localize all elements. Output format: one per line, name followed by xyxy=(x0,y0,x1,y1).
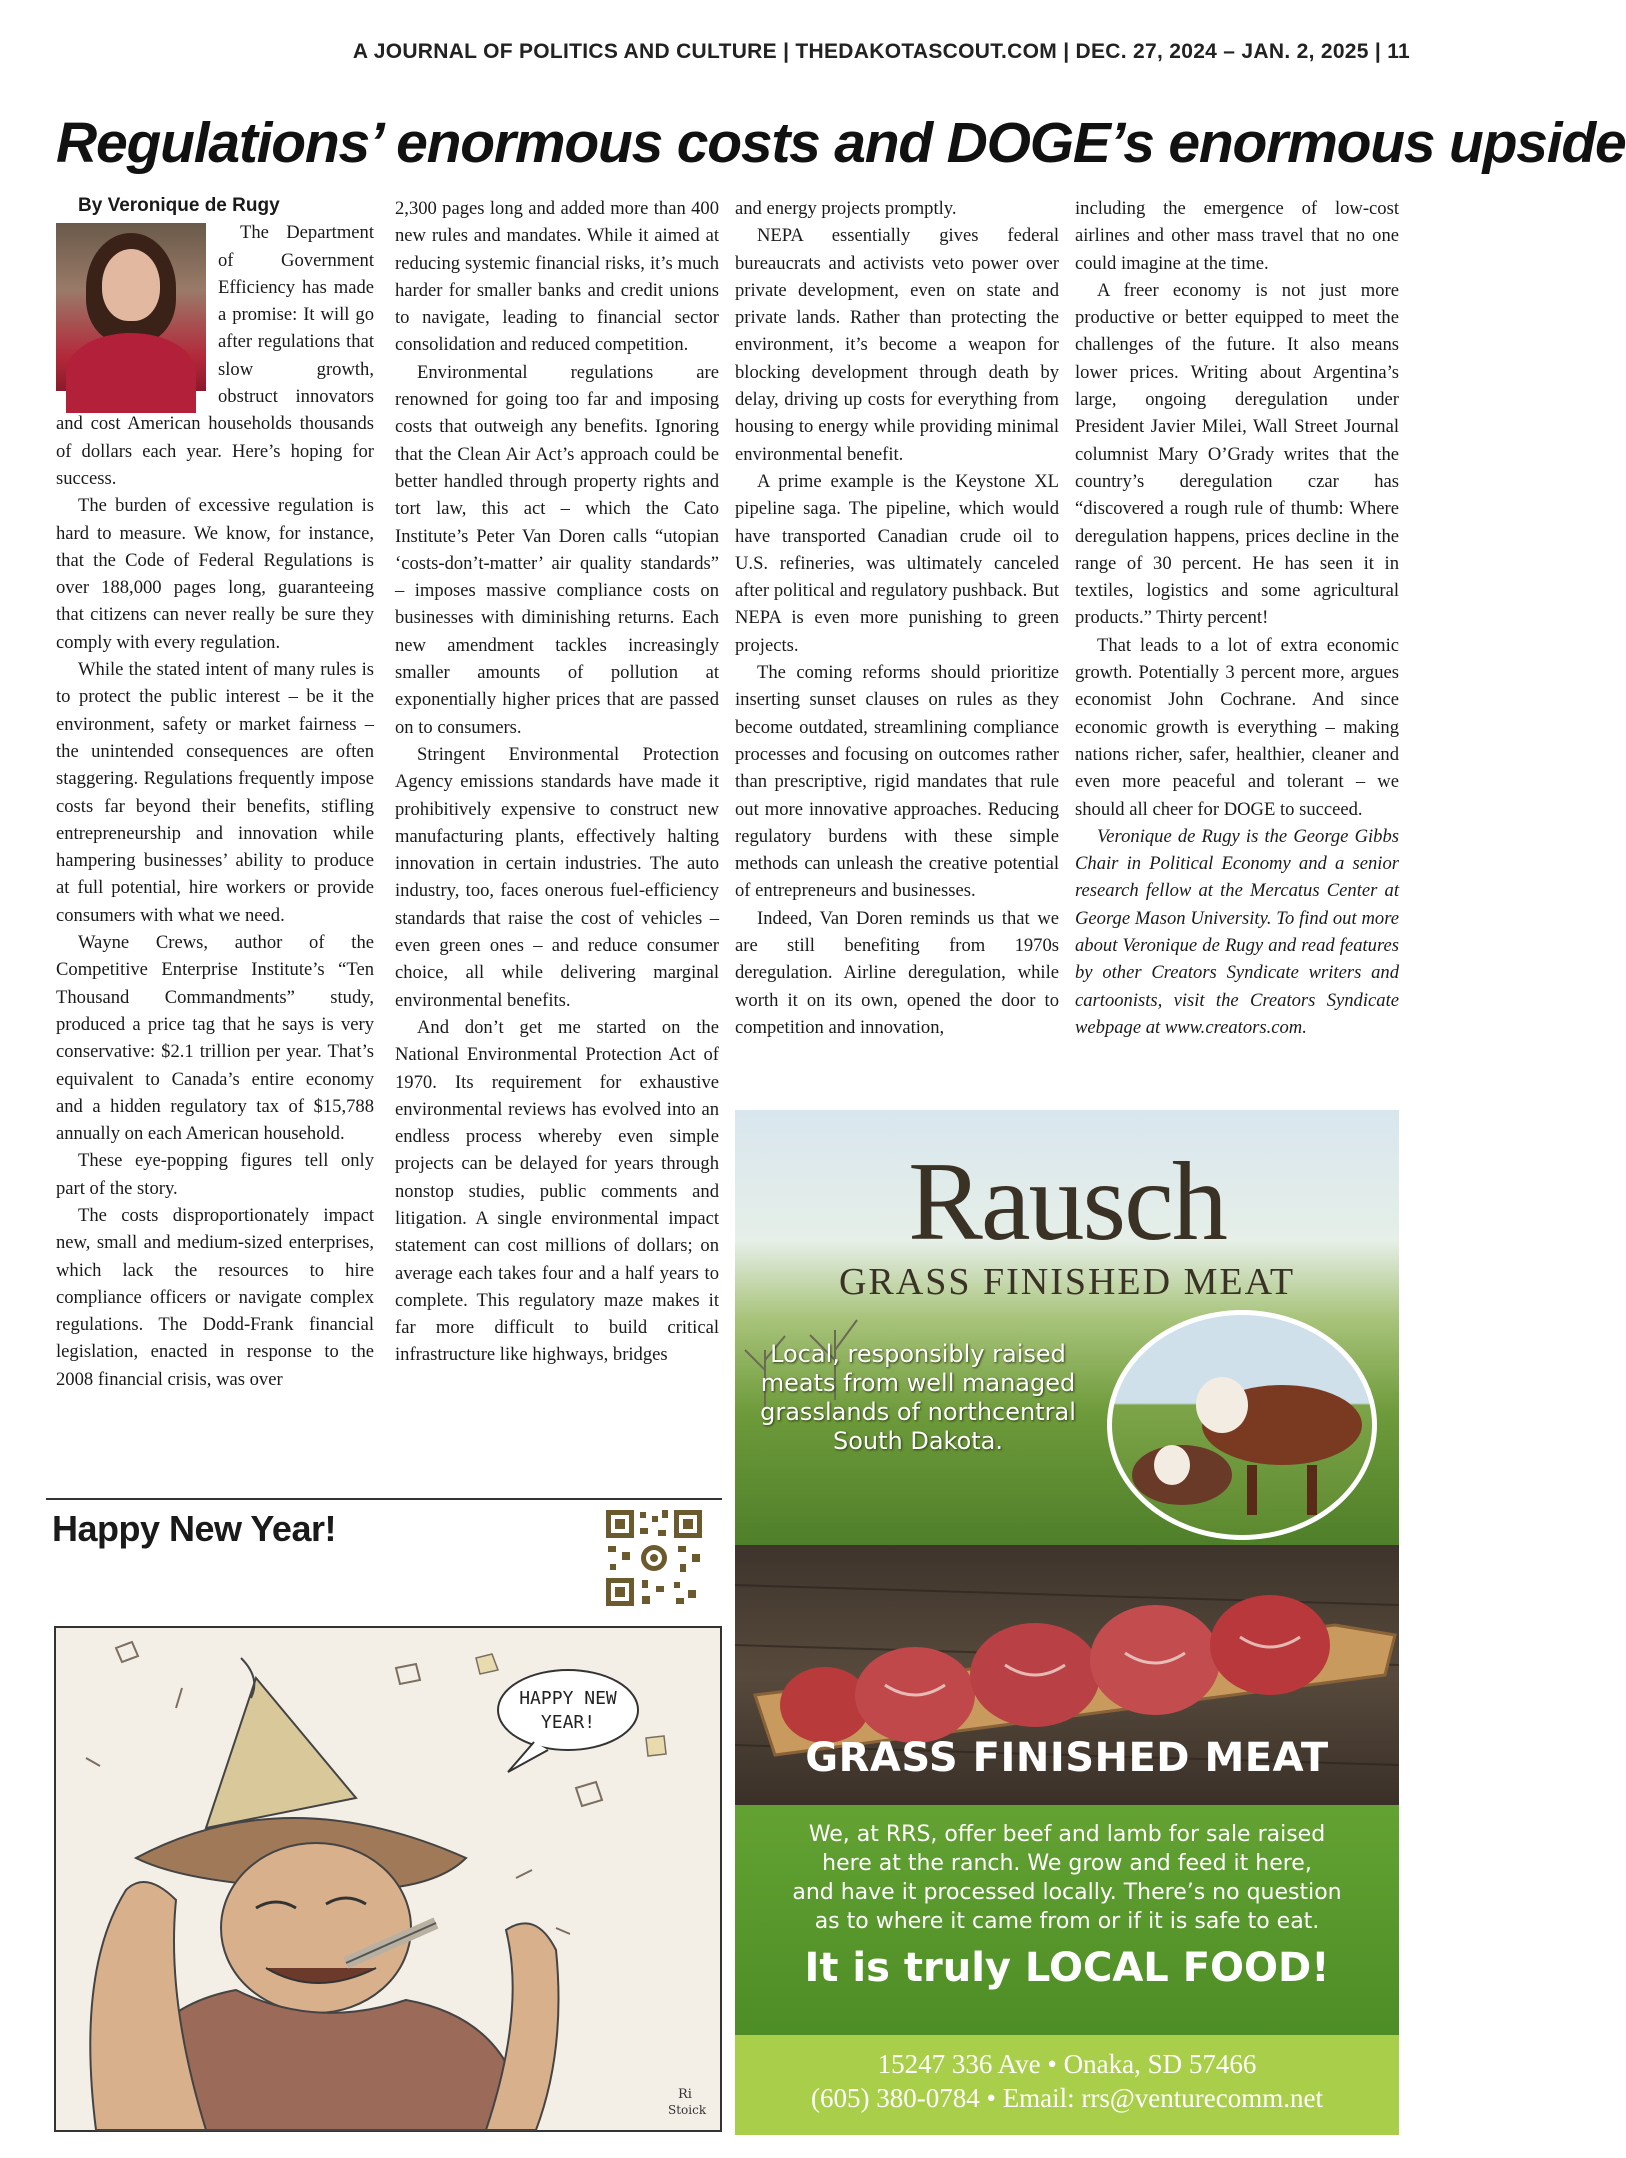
article-headline: Regulations’ enormous costs and DOGE’s enormous upside xyxy=(56,111,1626,175)
cattle-photo xyxy=(1107,1310,1377,1540)
paragraph: and energy projects promptly. xyxy=(735,198,957,219)
rausch-advertisement xyxy=(735,1110,1399,2140)
article-column-2 xyxy=(395,195,719,1369)
signature-line-2: Stoick xyxy=(668,2103,707,2117)
paragraph: That leads to a lot of extra economic growth. Potentially 3 percent more, argues economist John Cochrane. And since economic growth is everything – making nations richer, safer, healthier, cleaner and even more peaceful and tolerant – we should all cheer for DOGE to succeed. xyxy=(1075,634,1399,820)
paragraph: 2,300 pages long and added more than 400 new rules and mandates. While it aimed at reducing systemic financial risks, it’s much harder for smaller banks and credit unions to navigate, leading to financial sector consolidation and reduced competition. xyxy=(395,198,719,356)
paragraph: Environmental regulations are renowned for going too far and imposing costs that outweigh any benefits. Ignoring that the Clean Air Act’s approach could be better handled through property rights and tort law, this act – which the Cato Institute’s Peter Van Doren calls “utopian ‘costs-don’t-matter’ air quality standards” – imposes massive compliance costs on businesses with diminishing returns. Each new amendment tackles increasingly smaller amounts of pollution at exponentially higher prices that are passed on to consumers. xyxy=(395,361,719,738)
ad-local-text xyxy=(753,1340,1083,1456)
ad-body-text xyxy=(735,1820,1399,1936)
cartoon-title: Happy New Year! xyxy=(52,1508,336,1549)
paragraph: While the stated intent of many rules is to protect the public interest – be it the environment, safety or market fairness – the unintended consequences are often staggering. Regulations frequently impose costs far beyond their benefits, stifling entrepreneurship and innovation while hampering businesses’ ability to produce at full potential, hire workers or provide consumers with what we need. xyxy=(56,659,374,926)
ad-body-line: and have it processed locally. There’s no question xyxy=(792,1880,1342,1905)
paragraph: Stringent Environmental Protection Agency emissions standards have made it prohibitively expensive to construct new manufacturing plants, effectively halting innovation in certain industries. The auto industry, too, faces onerous fuel-efficiency standards that raise the cost of vehicles – even green ones – and reduce consumer choice, all while delivering marginal environmental benefits. xyxy=(395,743,719,1011)
paragraph: A freer economy is not just more productive or better equipped to meet the challenges of the future. It also means lower prices. Writing about Argentina’s large, ongoing deregulation under President Javier Milei, Wall Street Journal columnist Mary O’Grady writes that the country’s deregulation czar has “discovered a rough rule of thumb: Where deregulation happens, prices decline in the range of 30 percent. He has seen it in textiles, logistics and some agricultural products.” Thirty percent! xyxy=(1075,279,1399,629)
ad-local-line: meats from well managed xyxy=(760,1369,1076,1397)
paragraph: And don’t get me started on the National Environmental Protection Act of 1970. Its requirement for exhaustive environmental reviews has evolved into an endless process whereby even simple projects can be delayed for years through nonstop studies, public comments and litigation. A single environmental impact statement can cost millions of dollars; on average each takes four and a half years to complete. This regulatory maze makes it far more difficult to build critical infrastructure like highways, bridges xyxy=(395,1016,719,1366)
ad-subtitle: GRASS FINISHED MEAT xyxy=(838,1261,1296,1303)
cartoon-section xyxy=(46,1498,722,2128)
ad-contact-block xyxy=(735,2035,1399,2135)
paragraph: Indeed, Van Doren reminds us that we are still benefiting from 1970s deregulation. Airline deregulation, while worth it on its own, opened the door to competition and innovation, xyxy=(735,907,1059,1038)
paragraph: The Department of Government Efficiency has made a promise: It will go after regulations that slow growth, obstruct innovators and cost American households thousands of dollars each year. Here’s hoping for success. xyxy=(56,222,374,489)
paragraph: A prime example is the Keystone XL pipeline saga. The pipeline, which would have transported Canadian crude oil to U.S. refineries, was ultimately canceled after political and regulatory pushback. But NEPA is even more punishing to green projects. xyxy=(735,470,1059,656)
speech-line-1: HAPPY NEW xyxy=(519,1688,617,1709)
paragraph: NEPA essentially gives federal bureaucrats and activists veto power over private development, even on state and private lands. Rather than protecting the environment, it’s become a weapon for blocking development through death by delay, driving up costs for everything from housing to energy while providing minimal environmental benefit. xyxy=(735,225,1059,465)
byline: By Veronique de Rugy xyxy=(78,195,280,216)
paragraph: Wayne Crews, author of the Competitive Enterprise Institute’s “Ten Thousand Commandments” study, produced a price tag that he says is very conservative: $2.1 trillion per year. That’s equivalent to Canada’s entire economy and a hidden regulatory tax of $15,788 annually on each American household. xyxy=(56,932,374,1145)
paragraph: These eye-popping figures tell only part of the story. xyxy=(56,1150,374,1199)
ad-phone-email: (605) 380-0784 • Email: rrs@venturecomm.net xyxy=(811,2083,1323,2113)
ad-body-line: We, at RRS, offer beef and lamb for sale raised xyxy=(808,1822,1326,1847)
article-column-4 xyxy=(1075,195,1399,1041)
paragraph: The coming reforms should prioritize inserting sunset clauses on rules as they become outdated, streamlining compliance processes and focusing on outcomes rather than prescriptive, rigid mandates that rule out more innovative approaches. Reducing regulatory burdens with these simple methods can unleash the creative potential of entrepreneurs and businesses. xyxy=(735,662,1059,902)
cartoon-image xyxy=(54,1626,722,2132)
author-photo xyxy=(56,223,206,391)
ad-local-line: South Dakota. xyxy=(832,1427,1004,1455)
paragraph: including the emergence of low-cost airlines and other mass travel that no one could imagine at the time. xyxy=(1075,198,1399,274)
article-column-1 xyxy=(56,192,374,1393)
paragraph: The burden of excessive regulation is hard to measure. We know, for instance, that the Code of Federal Regulations is over 188,000 pages long, guaranteeing that citizens can never really be sure they comply with every regulation. xyxy=(56,495,374,653)
paragraph: The costs disproportionately impact new, small and medium-sized enterprises, which lack the resources to hire compliance officers or navigate complex regulations. The Dodd-Frank financial legislation, enacted in response to the 2008 financial crisis, was over xyxy=(56,1204,374,1390)
speech-line-2: YEAR! xyxy=(540,1712,596,1733)
ad-body-line: as to where it came from or if it is safe to eat. xyxy=(814,1909,1320,1934)
page-header: A JOURNAL OF POLITICS AND CULTURE | THEDAKOTASCOUT.COM | DEC. 27, 2024 – JAN. 2, 2025 | 11 xyxy=(352,40,1410,63)
article-column-3 xyxy=(735,195,1059,1041)
ad-headline: GRASS FINISHED MEAT xyxy=(805,1735,1329,1781)
ad-body-line: here at the ranch. We grow and feed it here, xyxy=(822,1851,1312,1876)
ad-local-line: Local, responsibly raised xyxy=(770,1340,1066,1368)
ad-brand-logo: Rausch xyxy=(908,1140,1226,1264)
ad-address: 15247 336 Ave • Onaka, SD 57466 xyxy=(877,2049,1257,2079)
divider xyxy=(46,1498,722,1500)
ad-local-line: grasslands of northcentral xyxy=(760,1398,1076,1426)
cartoon-drawing xyxy=(56,1628,720,2130)
signature-line-1: Ri xyxy=(678,2087,692,2102)
ad-tagline: It is truly LOCAL FOOD! xyxy=(804,1945,1330,1991)
ad-pasture-background xyxy=(735,1110,1399,1545)
qr-code xyxy=(602,1506,706,1610)
author-bio: Veronique de Rugy is the George Gibbs Chair in Political Economy and a senior research fellow at the Mercatus Center at George Mason University. To find out more about Veronique de Rugy and read features by other Creators Syndicate writers and cartoonists, visit the Creators Syndicate webpage at www.creators.com. xyxy=(1075,825,1399,1038)
